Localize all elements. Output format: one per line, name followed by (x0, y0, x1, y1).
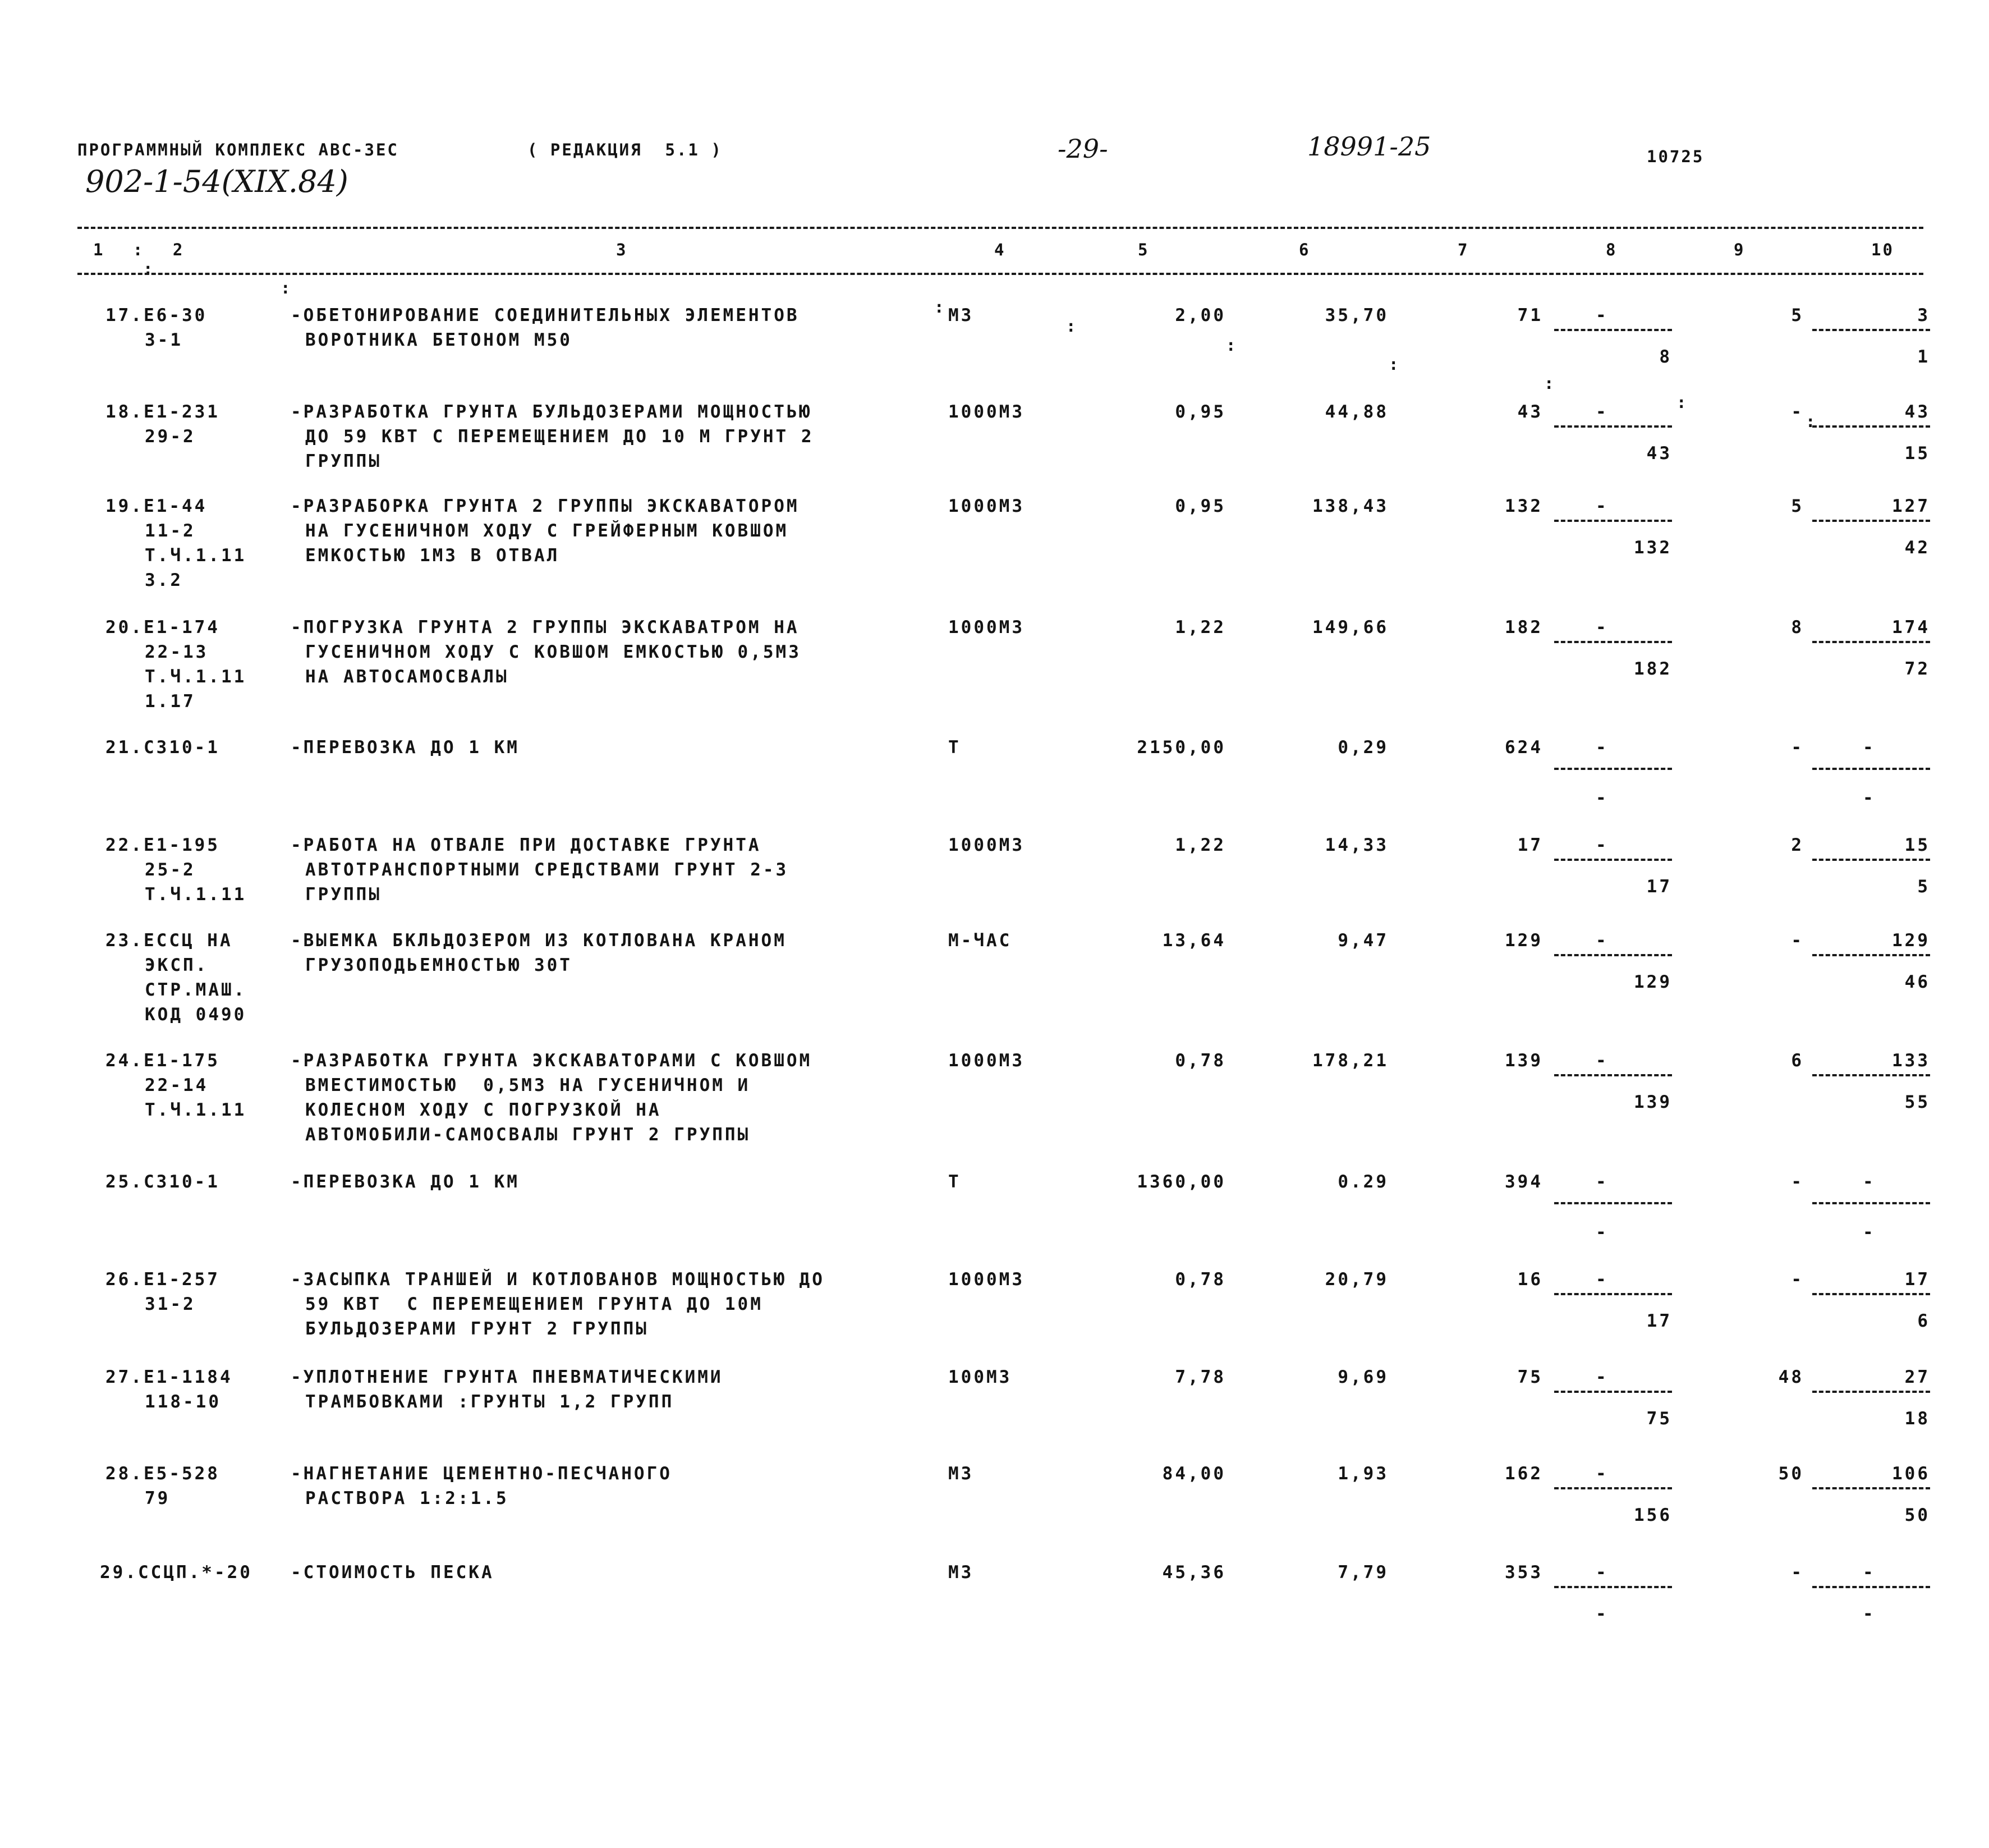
row-description: -РАЗРАБОТКА ГРУНТА ЭКСКАВАТОРАМИ С КОВШОМ ВМЕСТИМОСТЬЮ 0,5М3 НА ГУСЕНИЧНОМ И КОЛЕСНОМ ХОДУ С ПОГРУЗКОЙ НА АВТОМОБИЛИ-САМОСВАЛЫ ГРУНТ 2 ГРУППЫ (291, 1051, 812, 1145)
row-col8: - 129 (1554, 928, 1672, 996)
row-col8: - 132 (1554, 494, 1672, 561)
row-unit: 100М3 (948, 1367, 1012, 1387)
row-col8: - 139 (1554, 1048, 1672, 1116)
column-header-10: 10 (1871, 240, 1894, 259)
row-unit-price: 9,47 (1338, 930, 1389, 951)
row-total: 139 (1505, 1051, 1543, 1071)
row-col10: 129 46 (1812, 928, 1930, 996)
row-total: 17 (1517, 835, 1543, 855)
row-col10: 3 1 (1812, 303, 1930, 370)
row-quantity: 0,95 (1175, 402, 1226, 422)
row-code: 22.Е1-195 25-2 Т.Ч.1.11 (105, 835, 247, 905)
row-unit: 1000М3 (948, 1051, 1025, 1071)
row-col9: 5 (1791, 496, 1804, 516)
column-header-4: 4 (994, 240, 1006, 259)
table-row (0, 833, 1989, 923)
row-col8: - 8 (1554, 303, 1672, 370)
row-unit: 1000М3 (948, 496, 1025, 516)
table-row (0, 1170, 1989, 1259)
row-col10: - - (1812, 735, 1930, 803)
row-quantity: 1,22 (1175, 617, 1226, 638)
row-unit-price: 149,66 (1312, 617, 1389, 638)
column-header-5: 5 (1138, 240, 1150, 259)
row-unit-price: 35,70 (1325, 305, 1389, 325)
row-unit-price: 138,43 (1312, 496, 1389, 516)
row-col9: 8 (1791, 617, 1804, 638)
row-unit-price: 44,88 (1325, 402, 1389, 422)
row-total: 129 (1505, 930, 1543, 951)
row-total: 182 (1505, 617, 1543, 638)
document-number: 18991-25 (1307, 131, 1431, 162)
row-unit: Т (948, 1172, 961, 1192)
row-total: 132 (1505, 496, 1543, 516)
row-col10: 127 42 (1812, 494, 1930, 561)
document-code: 10725 (1647, 147, 1705, 166)
table-row (0, 1461, 1989, 1551)
row-quantity: 0,95 (1175, 496, 1226, 516)
row-quantity: 1,22 (1175, 835, 1226, 855)
column-header-3: 3 (616, 240, 628, 259)
column-header-8: 8 (1606, 240, 1618, 259)
table-row (0, 928, 1989, 1040)
row-col9: - (1791, 1269, 1804, 1290)
row-quantity: 0,78 (1175, 1269, 1226, 1290)
row-col8: - 17 (1554, 833, 1672, 900)
row-unit-price: 9,69 (1338, 1367, 1389, 1387)
row-code: 26.Е1-257 31-2 (105, 1269, 220, 1314)
column-header-6: 6 (1299, 240, 1311, 259)
row-col8: - 182 (1554, 615, 1672, 682)
table-row (0, 735, 1989, 825)
row-code: 28.Е5-528 79 (105, 1464, 220, 1508)
row-col10: 17 6 (1812, 1267, 1930, 1335)
row-unit: М3 (948, 305, 974, 325)
project-number: 902-1-54(XIX.84) (85, 164, 348, 199)
row-quantity: 2,00 (1175, 305, 1226, 325)
row-description: -ПЕРЕВОЗКА ДО 1 КМ (291, 1172, 520, 1192)
row-col9: - (1791, 1172, 1804, 1192)
edition-label: ( РЕДАКЦИЯ 5.1 ) (527, 140, 723, 159)
table-row (0, 1365, 1989, 1455)
header-rule-bottom (77, 273, 1923, 275)
row-code: 18.Е1-231 29-2 (105, 402, 220, 447)
row-total: 71 (1517, 305, 1543, 325)
row-total: 43 (1517, 402, 1543, 422)
row-total: 16 (1517, 1269, 1543, 1290)
row-col8: - - (1554, 735, 1672, 803)
column-header-1-2: 1 : 2 (93, 240, 185, 259)
row-col10: - - (1812, 1560, 1930, 1627)
row-col8: - 43 (1554, 400, 1672, 467)
row-unit-price: 7,79 (1338, 1562, 1389, 1583)
row-unit: 1000М3 (948, 835, 1025, 855)
row-total: 75 (1517, 1367, 1543, 1387)
row-description: -ОБЕТОНИРОВАНИЕ СОЕДИНИТЕЛЬНЫХ ЭЛЕМЕНТОВ ВОРОТНИКА БЕТОНОМ М50 (291, 305, 800, 350)
row-description: -ЗАСЫПКА ТРАНШЕЙ И КОТЛОВАНОВ МОЩНОСТЬЮ ДО 59 КВТ С ПЕРЕМЕЩЕНИЕМ ГРУНТА ДО 10М БУЛЬДОЗЕРАМИ ГРУНТ 2 ГРУППЫ (291, 1269, 825, 1339)
row-quantity: 13,64 (1162, 930, 1226, 951)
row-unit-price: 178,21 (1312, 1051, 1389, 1071)
row-unit: 1000М3 (948, 617, 1025, 638)
row-col9: 5 (1791, 305, 1804, 325)
row-col9: 6 (1791, 1051, 1804, 1071)
row-col10: 27 18 (1812, 1365, 1930, 1432)
row-col10: 43 15 (1812, 400, 1930, 467)
row-col9: 48 (1778, 1367, 1804, 1387)
table-row (0, 1048, 1989, 1161)
row-col8: - 17 (1554, 1267, 1672, 1335)
row-unit: 1000М3 (948, 402, 1025, 422)
row-total: 353 (1505, 1562, 1543, 1583)
row-unit: 1000М3 (948, 1269, 1025, 1290)
row-description: -ВЫЕМКА БКЛЬДОЗЕРОМ ИЗ КОТЛОВАНА КРАНОМ ГРУЗОПОДЬЕМНОСТЬЮ 30Т (291, 930, 787, 975)
row-quantity: 0,78 (1175, 1051, 1226, 1071)
table-row (0, 1560, 1989, 1650)
row-col9: - (1791, 402, 1804, 422)
row-description: -РАЗРАБОРКА ГРУНТА 2 ГРУППЫ ЭКСКАВАТОРОМ НА ГУСЕНИЧНОМ ХОДУ С ГРЕЙФЕРНЫМ КОВШОМ ЕМКОСТЬЮ 1М3 В ОТВАЛ (291, 496, 800, 566)
row-code: 24.Е1-175 22-14 Т.Ч.1.11 (105, 1051, 247, 1120)
row-description: -СТОИМОСТЬ ПЕСКА (291, 1562, 494, 1583)
table-row (0, 303, 1989, 393)
column-header-7: 7 (1458, 240, 1469, 259)
row-quantity: 1360,00 (1137, 1172, 1226, 1192)
row-col9: - (1791, 1562, 1804, 1583)
row-unit-price: 0,29 (1338, 737, 1389, 758)
row-unit: М3 (948, 1464, 974, 1484)
table-row (0, 615, 1989, 727)
table-row (0, 400, 1989, 489)
row-total: 162 (1505, 1464, 1543, 1484)
row-description: -ПОГРУЗКА ГРУНТА 2 ГРУППЫ ЭКСКАВАТРОМ НА ГУСЕНИЧНОМ ХОДУ С КОВШОМ ЕМКОСТЬЮ 0,5М3 НА АВТОСАМОСВАЛЫ (291, 617, 801, 687)
program-title: ПРОГРАММНЫЙ КОМПЛЕКС АВС-ЗЕС (77, 140, 399, 159)
row-col9: 2 (1791, 835, 1804, 855)
row-quantity: 7,78 (1175, 1367, 1226, 1387)
row-total: 394 (1505, 1172, 1543, 1192)
row-unit: М3 (948, 1562, 974, 1583)
row-code: 29.ССЦП.*-20 (100, 1562, 252, 1583)
row-quantity: 84,00 (1162, 1464, 1226, 1484)
row-description: -УПЛОТНЕНИЕ ГРУНТА ПНЕВМАТИЧЕСКИМИ ТРАМБОВКАМИ :ГРУНТЫ 1,2 ГРУПП (291, 1367, 723, 1412)
row-description: -НАГНЕТАНИЕ ЦЕМЕНТНО-ПЕСЧАНОГО РАСТВОРА 1:2:1.5 (291, 1464, 672, 1508)
table-row (0, 1267, 1989, 1357)
row-code: 21.С310-1 (105, 737, 220, 758)
row-unit: Т (948, 737, 961, 758)
row-code: 20.Е1-174 22-13 Т.Ч.1.11 1.17 (105, 617, 247, 712)
column-separators: : : : : : : : : : (143, 259, 1817, 431)
row-unit-price: 20,79 (1325, 1269, 1389, 1290)
row-col10: 15 5 (1812, 833, 1930, 900)
row-unit-price: 14,33 (1325, 835, 1389, 855)
row-col8: - 156 (1554, 1461, 1672, 1529)
column-header-9: 9 (1734, 240, 1745, 259)
row-col10: - - (1812, 1170, 1930, 1237)
row-col9: - (1791, 930, 1804, 951)
row-description: -РАБОТА НА ОТВАЛЕ ПРИ ДОСТАВКЕ ГРУНТА АВТОТРАНСПОРТНЫМИ СРЕДСТВАМИ ГРУНТ 2-3 ГРУППЫ (291, 835, 789, 905)
row-code: 17.Е6-30 3-1 (105, 305, 208, 350)
row-col9: 50 (1778, 1464, 1804, 1484)
row-code: 27.Е1-1184 118-10 (105, 1367, 233, 1412)
page-number: -29- (1058, 134, 1108, 164)
row-description: -ПЕРЕВОЗКА ДО 1 КМ (291, 737, 520, 758)
row-code: 25.С310-1 (105, 1172, 220, 1192)
row-unit: М-ЧАС (948, 930, 1012, 951)
row-code: 19.Е1-44 11-2 Т.Ч.1.11 3.2 (105, 496, 247, 590)
row-col9: - (1791, 737, 1804, 758)
header-rule-top (77, 227, 1923, 229)
row-col10: 106 50 (1812, 1461, 1930, 1529)
row-description: -РАЗРАБОТКА ГРУНТА БУЛЬДОЗЕРАМИ МОЩНОСТЬЮ ДО 59 КВТ С ПЕРЕМЕЩЕНИЕМ ДО 10 М ГРУНТ 2 ГРУППЫ (291, 402, 814, 471)
row-code: 23.ЕССЦ НА ЭКСП. СТР.МАШ. КОД 0490 (105, 930, 247, 1025)
row-col8: - - (1554, 1170, 1672, 1237)
row-col8: - 75 (1554, 1365, 1672, 1432)
row-unit-price: 0.29 (1338, 1172, 1389, 1192)
row-col8: - - (1554, 1560, 1672, 1627)
table-row (0, 494, 1989, 606)
row-total: 624 (1505, 737, 1543, 758)
row-unit-price: 1,93 (1338, 1464, 1389, 1484)
row-quantity: 45,36 (1162, 1562, 1226, 1583)
row-quantity: 2150,00 (1137, 737, 1226, 758)
row-col10: 174 72 (1812, 615, 1930, 682)
row-col10: 133 55 (1812, 1048, 1930, 1116)
